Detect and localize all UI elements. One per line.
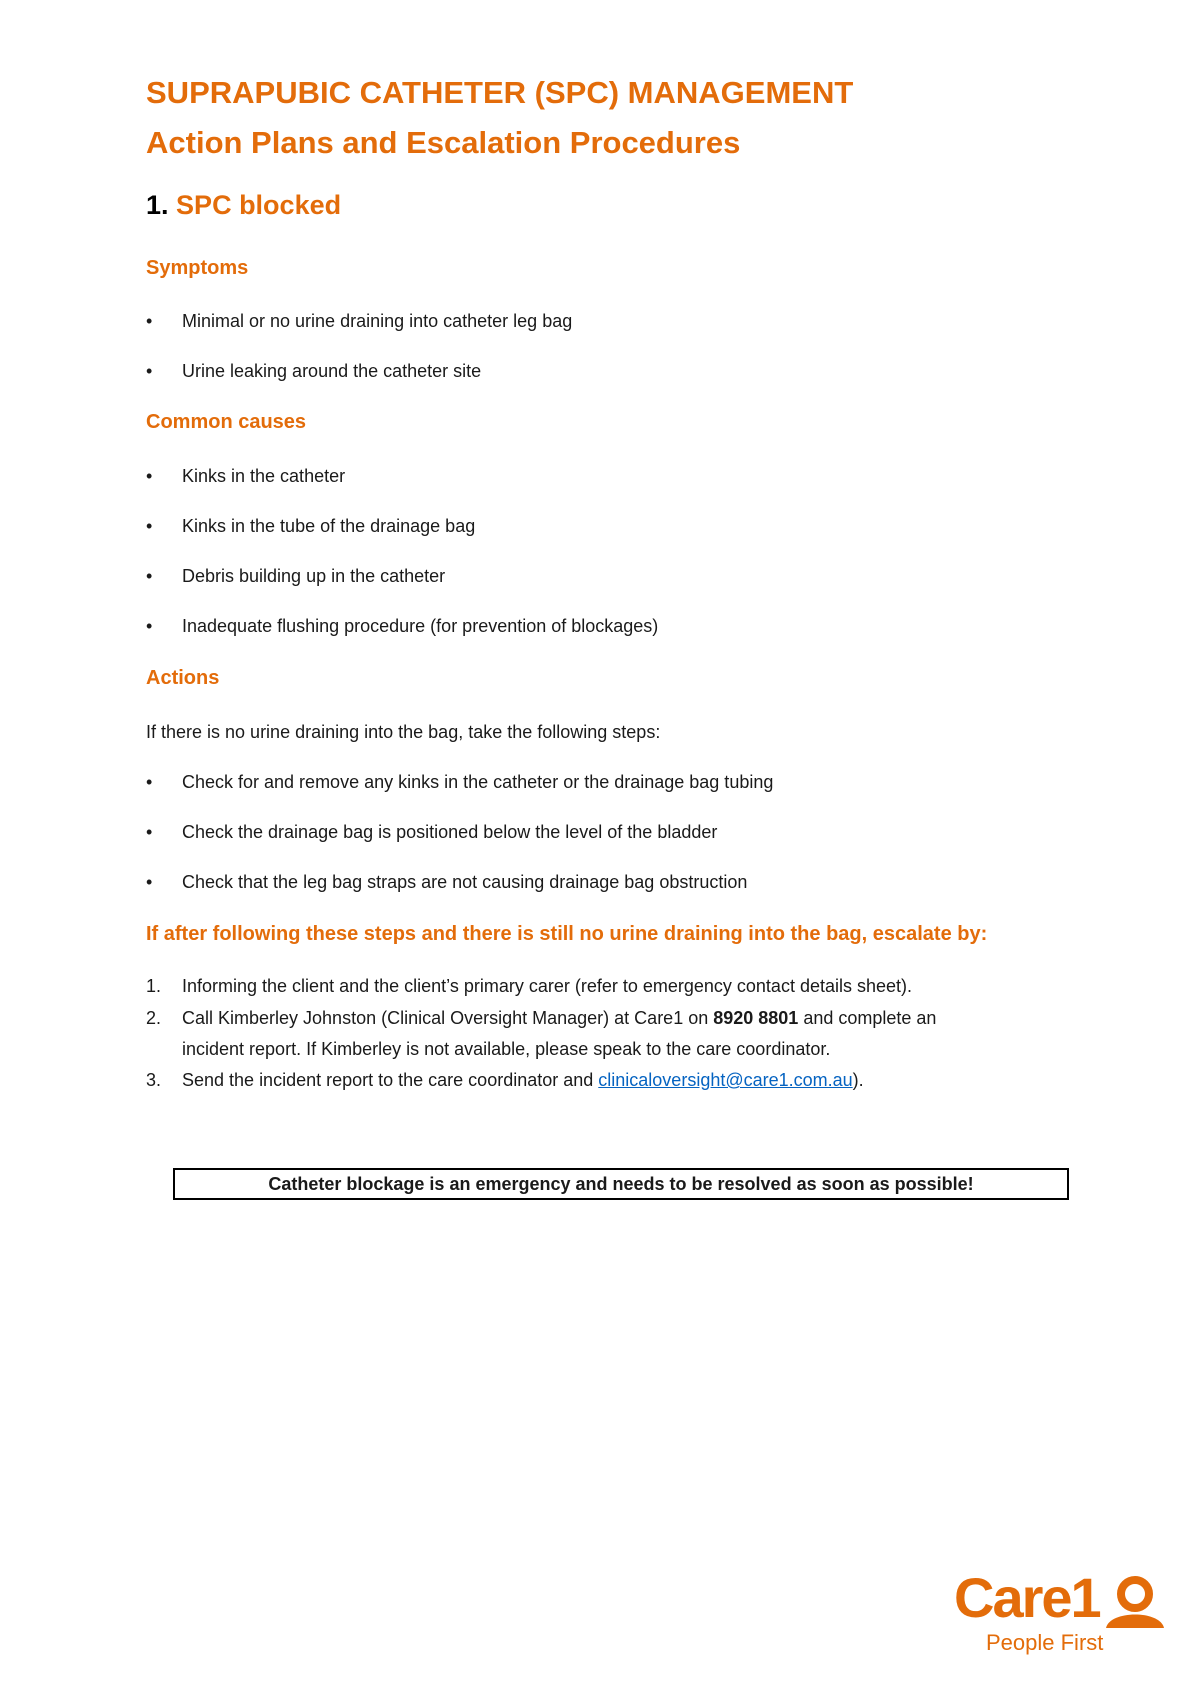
step-text <box>182 1070 864 1092</box>
logo-tagline: People First <box>986 1630 1104 1655</box>
list-item-text: Kinks in the tube of the drainage bag <box>182 516 476 536</box>
bullet-icon: • <box>146 616 153 636</box>
bullet-icon: • <box>146 516 153 536</box>
document-title: SUPRAPUBIC CATHETER (SPC) MANAGEMENT <box>146 75 854 110</box>
section-title: SPC blocked <box>176 190 342 220</box>
step-text: Informing the client and the client’s primary carer (refer to emergency contact details sheet). <box>182 976 913 996</box>
list-item-text: Check for and remove any kinks in the catheter or the drainage bag tubing <box>182 772 774 792</box>
list-item-text: Minimal or no urine draining into catheter leg bag <box>182 311 573 331</box>
step-text-part: Send the incident report to the care coordinator and <box>182 1070 599 1090</box>
step-number: 1. <box>146 976 162 996</box>
bullet-icon: • <box>146 466 153 486</box>
bullet-icon: • <box>146 361 153 381</box>
causes-heading: Common causes <box>146 411 307 433</box>
document-subtitle: Action Plans and Escalation Procedures <box>146 125 741 160</box>
bullet-icon: • <box>146 311 153 331</box>
symptoms-heading: Symptoms <box>146 257 249 279</box>
step-number: 3. <box>146 1070 162 1090</box>
email-link[interactable]: clinicaloversight@care1.com.au <box>598 1070 853 1090</box>
step-text <box>182 1008 936 1030</box>
bullet-icon: • <box>146 872 153 892</box>
list-item-text: Check the drainage bag is positioned below the level of the bladder <box>182 822 718 842</box>
bullet-icon: • <box>146 772 153 792</box>
phone-number: 8920 8801 <box>713 1008 799 1028</box>
list-item-text: Debris building up in the catheter <box>182 566 446 586</box>
list-item-text: Inadequate flushing procedure (for prevention of blockages) <box>182 616 659 636</box>
bullet-icon: • <box>146 566 153 586</box>
actions-intro: If there is no urine draining into the bag, take the following steps: <box>146 722 661 742</box>
step-text-part: and complete an <box>798 1008 937 1028</box>
list-item-text: Check that the leg bag straps are not causing drainage bag obstruction <box>182 872 748 892</box>
step-text-part: Call Kimberley Johnston (Clinical Oversight Manager) at Care1 on <box>182 1008 714 1028</box>
logo-wordmark: Care1 <box>954 1566 1100 1629</box>
person-icon <box>1102 1572 1168 1630</box>
list-item-text: Kinks in the catheter <box>182 466 346 486</box>
list-item-text: Urine leaking around the catheter site <box>182 361 482 381</box>
step-text: incident report. If Kimberley is not available, please speak to the care coordinator. <box>182 1039 831 1059</box>
company-logo <box>954 1566 1170 1660</box>
escalation-heading: If after following these steps and there is still no urine draining into the bag, escalate by: <box>146 923 988 945</box>
step-text-part: ). <box>852 1070 864 1090</box>
section-number: 1. <box>146 190 169 220</box>
section-heading <box>146 189 341 221</box>
bullet-icon: • <box>146 822 153 842</box>
actions-heading: Actions <box>146 667 220 689</box>
step-number: 2. <box>146 1008 162 1028</box>
emergency-notice: Catheter blockage is an emergency and needs to be resolved as soon as possible! <box>173 1168 1069 1200</box>
